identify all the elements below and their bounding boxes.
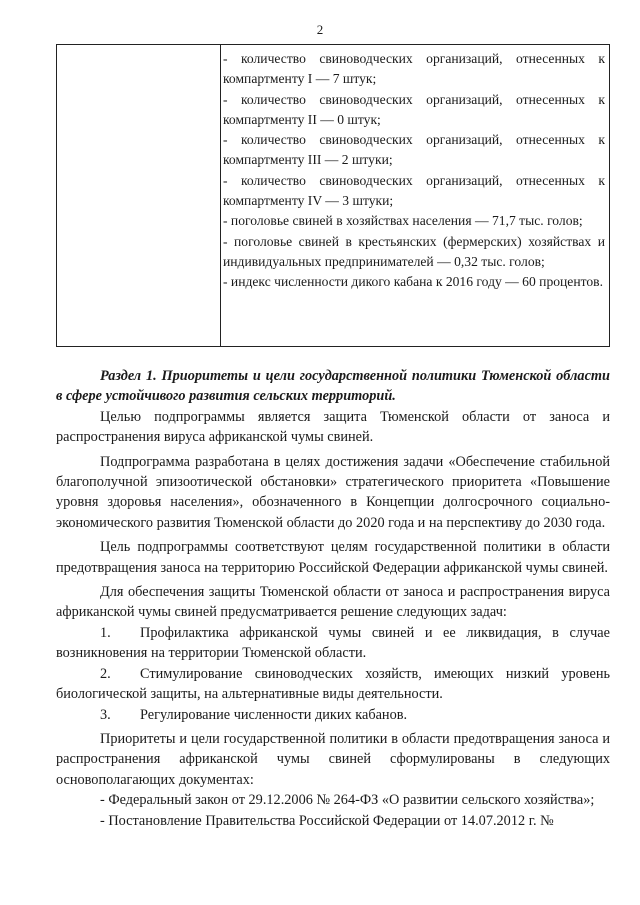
table-item: - количество свиноводческих организаций, отнесенных к компартменту I — 7 штук; [223,51,605,87]
table-item: - количество свиноводческих организаций, отнесенных к компартменту II — 0 штук; [223,91,605,127]
section-1 [56,366,610,831]
table-item: - индекс численности дикого кабана к 2016 году — 60 процентов. [223,274,603,290]
page-number: 2 [316,22,324,37]
task-item [56,664,610,705]
indicators-table [56,44,610,347]
paragraph: Подпрограмма разработана в целях достижения задачи «Обеспечение стабильной благополучной эпизоотической обстановки» стратегического приоритета «Повышение уровня здоровья населения», обозначенного в Концепции долгосрочного социально-экономического развития Тюменской области до 2020 года и на перспективу до 2030 года. [56,453,610,531]
task-item [56,705,610,725]
paragraph: Цель подпрограммы соответствуют целям государственной политики в области предотвращения заноса на территорию Российской Федерации африканской чумы свиней. [56,539,610,576]
paragraph: Для обеспечения защиты Тюменской области от заноса и распространения вируса африканской чумы свиней предусматривается решение следующих задач: [56,584,610,621]
paragraph: Приоритеты и цели государственной политики в области предотвращения заноса и распространения африканской чумы свиней сформулированы в следующих основополагающих документах: [56,730,610,788]
table-item: - количество свиноводческих организаций, отнесенных к компартменту III — 2 штуки; [223,132,605,168]
document-item: - Постановление Правительства Российской Федерации от 14.07.2012 г. № [100,812,554,829]
table-right-cell [221,45,609,346]
task-number: 2. [100,665,111,682]
table-item: - количество свиноводческих организаций, отнесенных к компартменту IV — 3 штуки; [223,172,605,209]
task-text: Регулирование численности диких кабанов. [140,706,408,723]
table-left-cell [57,45,221,346]
task-number: 1. [100,624,111,641]
table-item: - поголовье свиней в хозяйствах населения — 71,7 тыс. голов; [223,213,583,229]
task-text: Профилактика африканской чумы свиней и ее ликвидация, в случае возникновения на территории Тюменской области. [56,624,610,662]
section-title: Раздел 1. Приоритеты и цели государственной политики Тюменской области в сфере устойчивого развития сельских территорий. [56,368,610,405]
document-item: - Федеральный закон от 29.12.2006 № 264-ФЗ «О развитии сельского хозяйства»; [100,792,595,809]
task-text: Стимулирование свиноводческих хозяйств, имеющих низкий уровень биологической защиты, на альтернативные виды деятельности. [56,665,610,703]
task-number: 3. [100,706,111,723]
paragraph: Целью подпрограммы является защита Тюменской области от заноса и распространения вируса африканской чумы свиней. [56,408,610,446]
task-item [56,623,610,664]
table-item: - поголовье свиней в крестьянских (фермерских) хозяйствах и индивидуальных предпринимателей — 0,32 тыс. голов; [223,233,605,269]
